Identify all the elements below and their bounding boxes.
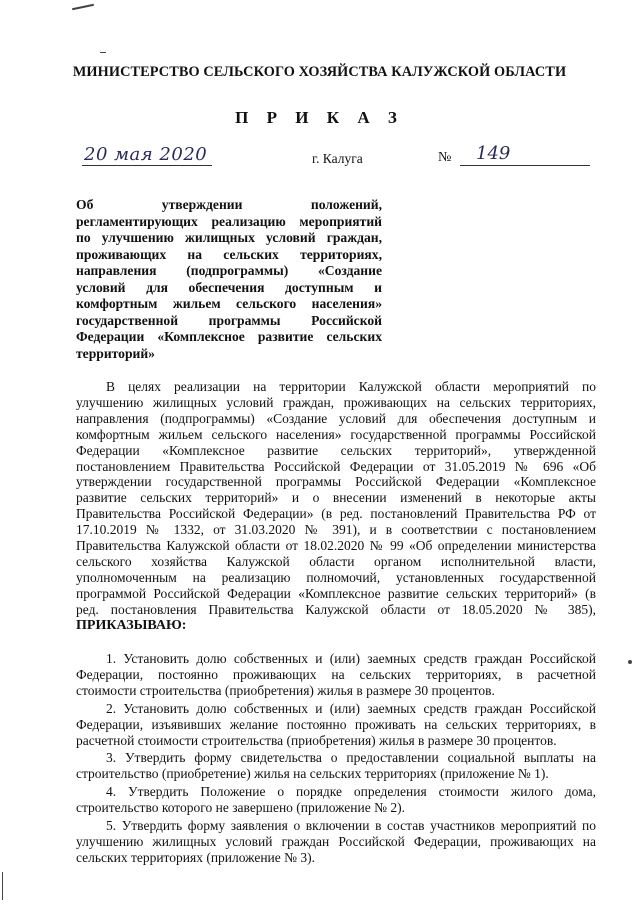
subject-line: государственной программы Российской: [76, 312, 382, 328]
scan-artifact: [72, 4, 94, 11]
preamble-line: сельского хозяйства Калужской области органом исполнительной власти,: [76, 553, 596, 569]
scan-artifact: [100, 52, 106, 53]
preamble-line: постановлением Правительства Российской Федерации от 31.05.2019 № 696 «Об: [76, 458, 596, 474]
preamble: [76, 379, 596, 634]
subject-line: по улучшению жилищных условий граждан,: [76, 230, 382, 245]
city: г. Калуга: [312, 151, 363, 166]
order-item-line: 3. Утвердить форму свидетельства о предоставлении социальной выплаты на: [106, 750, 596, 766]
scan-artifact: [2, 872, 3, 900]
subject-line: регламентирующих реализацию мероприятий: [76, 213, 382, 229]
subject-line: проживающих на сельских территориях,: [76, 246, 382, 262]
subject-line: комфортным жильем сельского населения»: [76, 296, 382, 311]
order-item-line: 5. Утвердить форму заявления о включении в состав участников мероприятий по: [106, 818, 596, 834]
preamble-line: В целях реализации на территории Калужской области мероприятий по: [106, 379, 596, 394]
order-item-line: 4. Утвердить Положение о порядке определения стоимости жилого дома,: [106, 784, 596, 800]
preamble-line: Федерации «Комплексное развитие сельских территорий», утвержденной: [76, 442, 596, 458]
ministry-name: МИНИСТЕРСТВО СЕЛЬСКОГО ХОЗЯЙСТВА КАЛУЖСКОЙ ОБЛАСТИ: [72, 64, 567, 80]
preamble-line: 17.10.2019 № 1332, от 31.03.2020 № 391), и в соответствии с постановлением: [76, 522, 596, 538]
order-item-line: сельских территориях (приложение № 3).: [76, 849, 316, 865]
preamble-line: уполномоченным на реализацию полномочий, установленных государственной: [76, 569, 596, 585]
subject-line: направления (подпрограммы) «Создание: [76, 263, 382, 278]
preamble-line: ред. постановления Правительства Калужской области от 18.05.2020 № 385),: [76, 601, 596, 617]
order-item: [76, 818, 596, 866]
subject-line: условий для обеспечения доступным и: [76, 279, 382, 295]
order-item-line: строительство (приобретение) жилья на сельских территориях (приложение № 1).: [76, 766, 549, 782]
preamble-line: утверждении государственной программы Российской Федерации «Комплексное: [76, 474, 596, 490]
order-item-line: 1. Установить долю собственных и (или) заемных средств граждан Российской: [106, 651, 596, 666]
order-item: [76, 651, 596, 699]
order-item-line: улучшению жилищных условий граждан Российской Федерации, проживающих на: [76, 833, 596, 849]
number-underline: [460, 165, 590, 166]
handwritten-date: 20 мая 2020: [84, 144, 208, 165]
preamble-line: развитие сельских территорий» и о внесении изменений в некоторые акты: [76, 490, 596, 506]
date-underline: [82, 165, 212, 166]
order-item: [76, 750, 596, 782]
order-item-line: Федерации, постоянно проживающих на сельских территориях, в расчетной: [76, 666, 596, 682]
preamble-line: Правительства Калужской области от 18.02.2020 № 99 «Об определении министерства: [76, 538, 596, 554]
order-item-line: Федерации, изъявивших желание постоянно проживать на сельских территориях, в: [76, 716, 596, 732]
order-item-line: 2. Установить долю собственных и (или) заемных средств граждан Российской: [106, 700, 596, 716]
order-items: [76, 651, 596, 868]
subject-line: территорий»: [76, 345, 155, 361]
preamble-line: направления (подпрограммы) «Создание условий для обеспечения доступным и: [76, 410, 596, 426]
subject-line: Об утверждении положений,: [76, 197, 382, 212]
order-item-line: стоимости строительства (приобретения) жилья в размере 30 процентов.: [76, 682, 495, 698]
order-item: [76, 784, 596, 816]
handwritten-number: 149: [476, 143, 511, 164]
subject-line: Федерации «Комплексное развитие сельских: [76, 329, 382, 344]
preamble-line: комфортным жильем сельского населения» государственной программы Российской: [76, 426, 596, 442]
preamble-line: улучшению жилищных условий граждан, проживающих на сельских территориях,: [76, 394, 596, 410]
order-item-line: строительство которого не завершено (приложение № 2).: [76, 800, 405, 816]
preamble-line: программой Российской Федерации «Комплексное развитие сельских территорий» (в: [76, 585, 596, 601]
document-title: П Р И К А З: [235, 108, 404, 127]
scan-artifact: [628, 660, 632, 664]
order-word: ПРИКАЗЫВАЮ:: [76, 617, 187, 633]
number-sign: №: [438, 150, 452, 165]
order-subject: [76, 197, 382, 362]
order-item-line: расчетной стоимости строительства (приобретения) жилья в размере 30 процентов.: [76, 732, 557, 748]
preamble-line: Правительства Российской Федерации» (в ред. постановлений Правительства РФ от: [76, 506, 596, 522]
order-item: [76, 701, 596, 749]
